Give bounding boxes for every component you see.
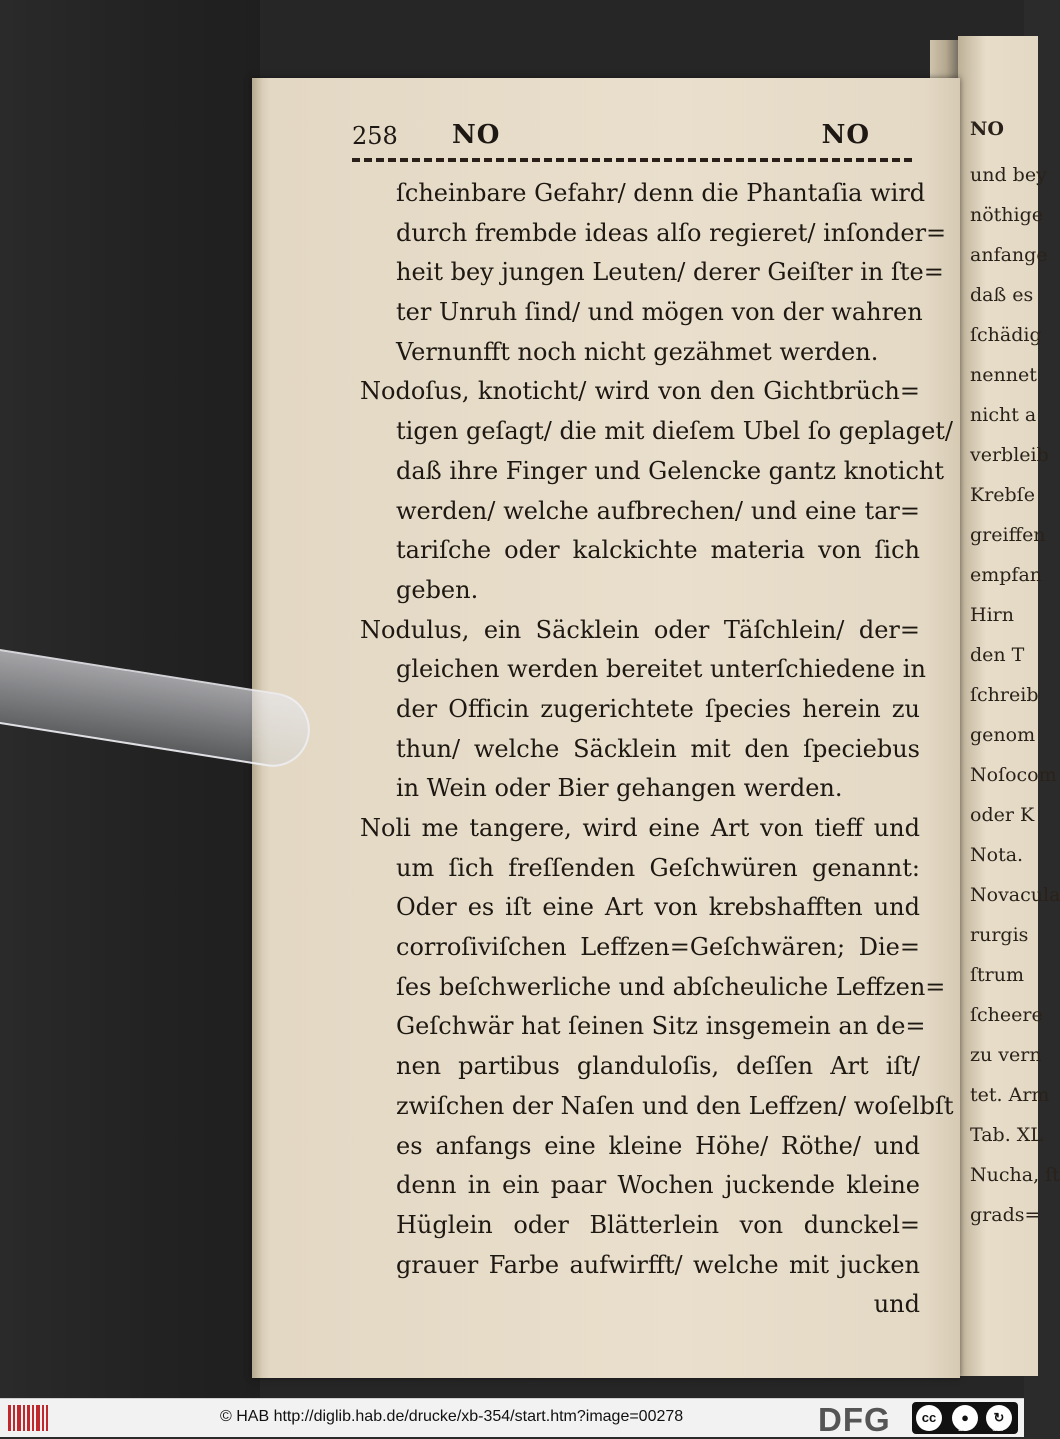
facing-line: ſcheere xyxy=(970,1004,1043,1026)
facing-line: Nucha, ſt xyxy=(970,1164,1060,1186)
text-line: Nodoſus, knoticht/ wird von den Gichtbrüch= xyxy=(360,377,920,406)
text-line: es anfangs eine kleine Höhe/ Röthe/ und xyxy=(396,1131,920,1160)
text-line: um ſich freſſenden Geſchwüren genannt: xyxy=(396,853,920,882)
facing-line: daß es xyxy=(970,284,1034,306)
header-left: NO xyxy=(452,120,501,150)
text-line: daß ihre Finger und Gelencke gantz knoticht xyxy=(396,456,945,485)
facing-line: nicht a xyxy=(970,404,1037,426)
text-line: denn in ein paar Wochen juckende kleine xyxy=(396,1171,920,1200)
header-right: NO xyxy=(821,120,870,150)
facing-line: ſchädig xyxy=(970,324,1042,346)
text-line: Nodulus, ein Säcklein oder Täſchlein/ der= xyxy=(360,615,920,644)
attribution-icon: ● xyxy=(952,1405,978,1431)
text-line: Vernunfft noch nicht gezähmet werden. xyxy=(396,337,879,366)
dfg-logo: DFG xyxy=(818,1401,891,1438)
facing-line: Nota. xyxy=(970,844,1024,866)
facing-line: rurgis xyxy=(970,924,1029,946)
text-line: Geſchwär hat ſeinen Sitz insgemein an de= xyxy=(396,1012,926,1041)
body-text xyxy=(360,174,954,1325)
library-barcode-icon xyxy=(8,1405,48,1431)
text-line: heit bey jungen Leuten/ derer Geiſter in ſte= xyxy=(396,258,944,287)
license-sa-label: SA xyxy=(992,1424,1003,1433)
text-line: Hüglein oder Blätterlein von dunckel= xyxy=(396,1210,920,1239)
text-line: werden/ welche aufbrechen/ und eine tar= xyxy=(396,496,920,525)
facing-line: tet. Arm xyxy=(970,1084,1050,1106)
text-line: ſcheinbare Gefahr/ denn die Phantaſia wird xyxy=(396,179,926,207)
facing-line: Novacula xyxy=(970,884,1060,906)
facing-line: Hirn xyxy=(970,604,1014,626)
facing-line: grads= xyxy=(970,1204,1041,1226)
text-line: nen partibus glanduloſis, deſſen Art iſt/ xyxy=(396,1052,920,1081)
facing-line: oder K xyxy=(970,804,1035,826)
facing-line: zu vern xyxy=(970,1044,1042,1066)
facing-line: empfan xyxy=(970,564,1043,586)
facing-header: NO xyxy=(970,118,1004,140)
license-by-label: BY xyxy=(958,1424,969,1433)
cc-icon: cc xyxy=(916,1405,942,1431)
text-line: gleichen werden bereitet unterſchiedene in xyxy=(396,655,926,684)
text-line: corroſiviſchen Leffzen=Geſchwären; Die= xyxy=(396,933,920,962)
text-line: tigen geſagt/ die mit dieſem Ubel ſo geplaget/ xyxy=(396,417,954,446)
cc-license-badge[interactable] xyxy=(912,1402,1018,1434)
running-header xyxy=(352,118,930,158)
book-page xyxy=(252,78,960,1378)
text-line: Oder es iſt eine Art von krebshafften und xyxy=(396,893,920,922)
text-line: ter Unruh ſind/ und mögen von der wahren xyxy=(396,298,923,327)
text-line: Noli me tangere, wird eine Art von tieff und xyxy=(360,814,920,842)
text-line: thun/ welche Säcklein mit den ſpeciebus xyxy=(396,734,920,763)
facing-line: und bey xyxy=(970,164,1047,186)
text-line: durch frembde ideas alſo regieret/ inſonder= xyxy=(396,218,947,247)
facing-line: greiffen xyxy=(970,524,1046,546)
copyright-link[interactable]: © HAB http://diglib.hab.de/drucke/xb-354/start.htm?image=00278 xyxy=(220,1408,684,1425)
text-line: tariſche oder kalckichte materia von ſich xyxy=(396,536,920,565)
share-alike-icon: ↻ xyxy=(986,1405,1012,1431)
text-line: zwiſchen der Naſen und den Leffzen/ woſelbſt xyxy=(396,1091,954,1120)
facing-line: nennet xyxy=(970,364,1037,386)
text-line: ſes beſchwerliche und abſcheuliche Leffzen= xyxy=(396,972,946,1001)
facing-line: ſtrum xyxy=(970,964,1025,986)
facing-line: Tab. XL xyxy=(970,1124,1043,1146)
text-line: grauer Farbe aufwirfft/ welche mit jucken xyxy=(396,1250,920,1279)
page-number: 258 xyxy=(352,122,398,150)
text-line: in Wein oder Bier gehangen werden. xyxy=(396,774,843,803)
facing-line: nöthige xyxy=(970,204,1044,226)
header-rule xyxy=(352,158,912,162)
viewer-footer xyxy=(0,1398,1024,1437)
text-line: geben. xyxy=(396,575,479,604)
facing-page xyxy=(958,36,1060,1376)
facing-line: verbleib xyxy=(970,444,1049,466)
facing-line: den T xyxy=(970,644,1025,666)
facing-line: genom xyxy=(970,724,1036,746)
facing-line: Krebſe xyxy=(970,484,1035,506)
facing-line: Noſocom xyxy=(970,764,1057,786)
text-line: der Officin zugerichtete ſpecies herein zu xyxy=(396,694,920,723)
facing-line: ſchreib xyxy=(970,684,1039,706)
facing-line: anfange xyxy=(970,244,1048,266)
catchword: und xyxy=(873,1290,920,1319)
